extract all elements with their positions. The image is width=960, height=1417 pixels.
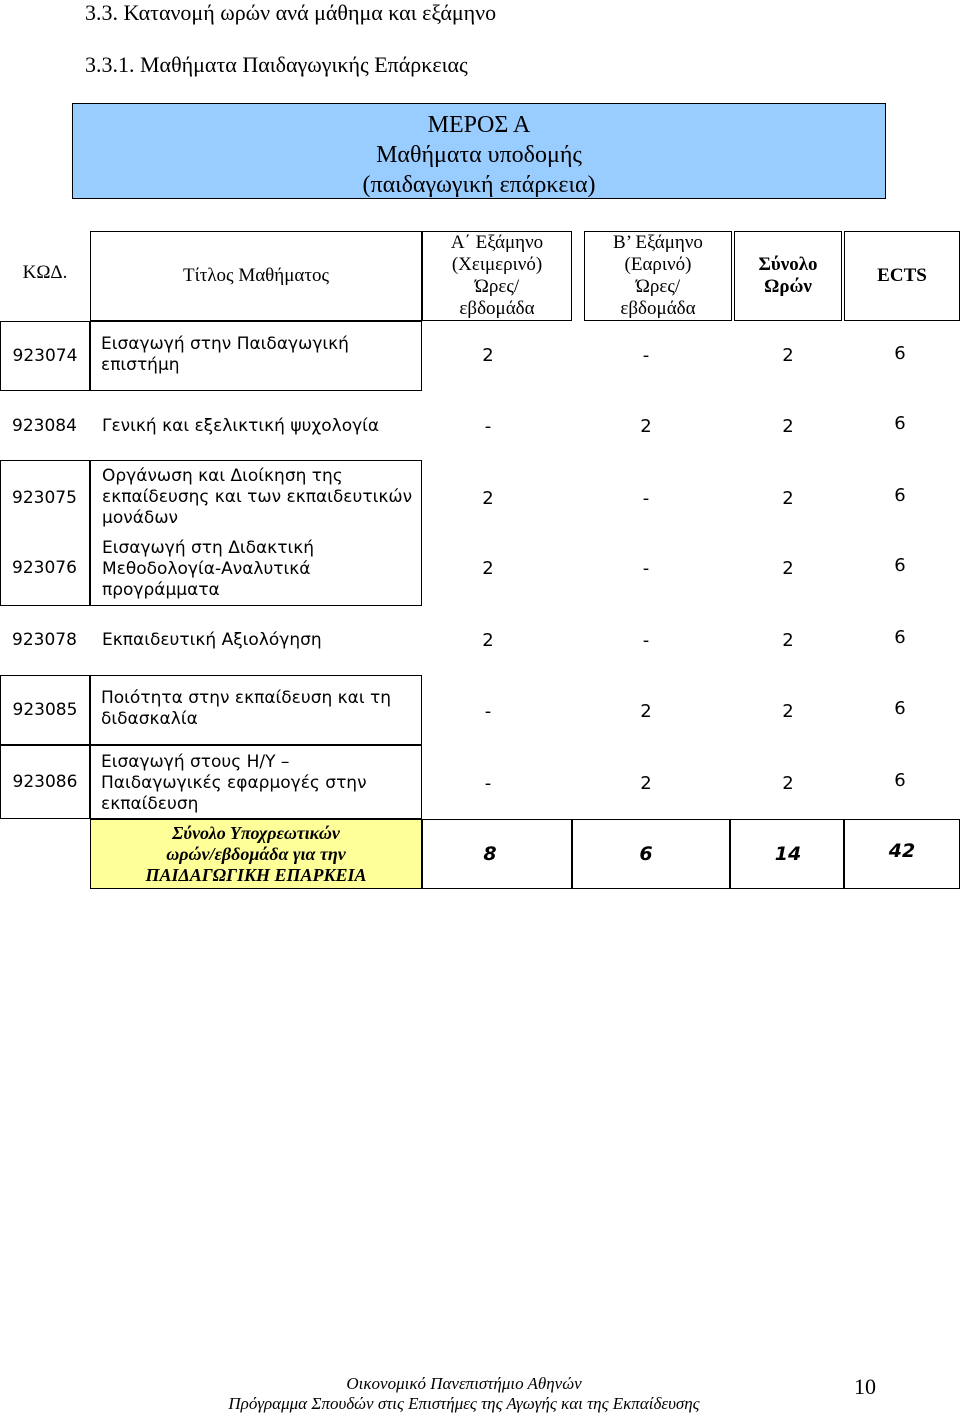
banner-line-3: (παιδαγωγική επάρκεια)	[362, 172, 596, 198]
row-1-total: 2	[782, 345, 794, 366]
header-total-hours	[734, 231, 842, 321]
row-3-code: 923075	[12, 488, 77, 508]
header-semester-a-line4: εβδομάδα	[459, 298, 535, 319]
row-4-title: Εισαγωγή στη Διδακτική Μεθοδολογία-Αναλυτικά προγράμματα	[102, 538, 314, 600]
row-2-title: Γενική και εξελικτική ψυχολογία	[102, 416, 380, 436]
row-5-sem-a: 2	[482, 630, 494, 651]
row-4-sem-a: 2	[482, 558, 494, 579]
header-code: ΚΩΔ.	[22, 262, 68, 283]
row-5-title: Εκπαιδευτική Αξιολόγηση	[102, 630, 322, 650]
row-3-sem-a: 2	[482, 488, 494, 509]
row-3-sem-b: -	[642, 488, 650, 509]
row-4-ects: 6	[894, 555, 906, 576]
page-number: 10	[854, 1374, 876, 1399]
row-7-code-cell	[0, 745, 90, 819]
row-5-ects: 6	[894, 627, 906, 648]
row-4-sem-b: -	[642, 558, 650, 579]
row-6-title-cell	[90, 675, 422, 745]
row-7-title: Εισαγωγή στους Η/Υ – Παιδαγωγικές εφαρμογές στην εκπαίδευση	[101, 752, 367, 814]
row-4-total: 2	[782, 558, 794, 579]
row-5-code: 923078	[12, 630, 77, 650]
row-5-total: 2	[782, 630, 794, 651]
row-1-ects: 6	[894, 343, 906, 364]
row-3-total: 2	[782, 488, 794, 509]
row-6-sem-b: 2	[640, 701, 652, 722]
banner-line-1: ΜΕΡΟΣ Α	[427, 112, 531, 138]
subsection-heading: 3.3.1. Μαθήματα Παιδαγωγικής Επάρκειας	[85, 52, 468, 77]
row-7-sem-b: 2	[640, 773, 652, 794]
row-6-sem-a: -	[484, 701, 492, 722]
row-7-code: 923086	[12, 772, 78, 792]
totals-sem-a: 8	[483, 843, 497, 865]
row-2-ects: 6	[894, 413, 906, 434]
header-semester-a-line2: (Χειμερινό)	[451, 254, 543, 275]
totals-label-cell	[90, 819, 422, 889]
header-ects	[844, 231, 960, 321]
totals-label-line2: ωρών/εβδομάδα για την	[166, 844, 346, 864]
header-semester-a-line1: Α΄ Εξάμηνο	[450, 232, 544, 253]
totals-sem-b: 6	[639, 843, 653, 865]
row-6-ects: 6	[894, 698, 906, 719]
header-total-line1: Σύνολο	[758, 254, 818, 275]
row-7-ects: 6	[894, 770, 906, 791]
header-title	[90, 231, 422, 321]
row-1-sem-a: 2	[482, 345, 494, 366]
totals-label-line3: ΠΑΙΔΑΓΩΓΙΚΗ ΕΠΑΡΚΕΙΑ	[145, 865, 367, 885]
row-6-total: 2	[782, 701, 794, 722]
part-a-banner	[72, 103, 886, 199]
row-2-sem-b: 2	[640, 416, 652, 437]
row-2-code: 923084	[12, 416, 77, 436]
row-1-sem-b: -	[642, 345, 650, 366]
header-semester-b-line3: Ώρες/	[635, 276, 681, 297]
row-2-sem-a: -	[484, 416, 492, 437]
row-1-code: 923074	[12, 346, 78, 366]
row-7-sem-a: -	[484, 773, 492, 794]
row-3-title: Οργάνωση και Διοίκηση της εκπαίδευσης και των εκπαιδευτικών μονάδων	[102, 466, 413, 528]
totals-ects: 42	[888, 840, 916, 862]
row-6-code: 923085	[12, 700, 78, 720]
row-7-total: 2	[782, 773, 794, 794]
header-title-text: Τίτλος Μαθήματος	[182, 265, 330, 286]
row-1-title: Εισαγωγή στην Παιδαγωγική επιστήμη	[101, 334, 349, 375]
row-6-title: Ποιότητα στην εκπαίδευση και τη διδασκαλία	[101, 688, 392, 729]
header-semester-b-line2: (Εαρινό)	[624, 254, 692, 275]
header-semester-b-line4: εβδομάδα	[620, 298, 696, 319]
rows-3-4-code-box	[0, 460, 90, 606]
footer-line-2: Πρόγραμμα Σπουδών στις Επιστήμες της Αγωγής και της Εκπαίδευσης	[228, 1394, 700, 1413]
header-semester-b-line1: Β’ Εξάμηνο	[613, 232, 703, 253]
banner-line-2: Μαθήματα υποδομής	[376, 142, 582, 168]
row-3-ects: 6	[894, 485, 906, 506]
footer-line-1: Οικονομικό Πανεπιστήμιο Αθηνών	[346, 1374, 582, 1393]
row-1-title-cell	[90, 321, 422, 391]
header-semester-b	[584, 231, 732, 321]
section-heading: 3.3. Κατανομή ωρών ανά μάθημα και εξάμηνο	[85, 0, 497, 25]
header-semester-a-line3: Ώρες/	[474, 276, 520, 297]
row-5-sem-b: -	[642, 630, 650, 651]
header-ects-text: ECTS	[877, 265, 927, 286]
row-4-code: 923076	[12, 558, 77, 578]
row-2-total: 2	[782, 416, 794, 437]
header-total-line2: Ωρών	[764, 276, 812, 297]
row-7-title-cell	[90, 745, 422, 819]
row-6-code-cell	[0, 675, 90, 745]
totals-label-line1: Σύνολο Υποχρεωτικών	[172, 823, 340, 843]
header-semester-a	[422, 231, 572, 321]
totals-total: 14	[774, 843, 802, 865]
row-1-code-cell	[0, 321, 90, 391]
